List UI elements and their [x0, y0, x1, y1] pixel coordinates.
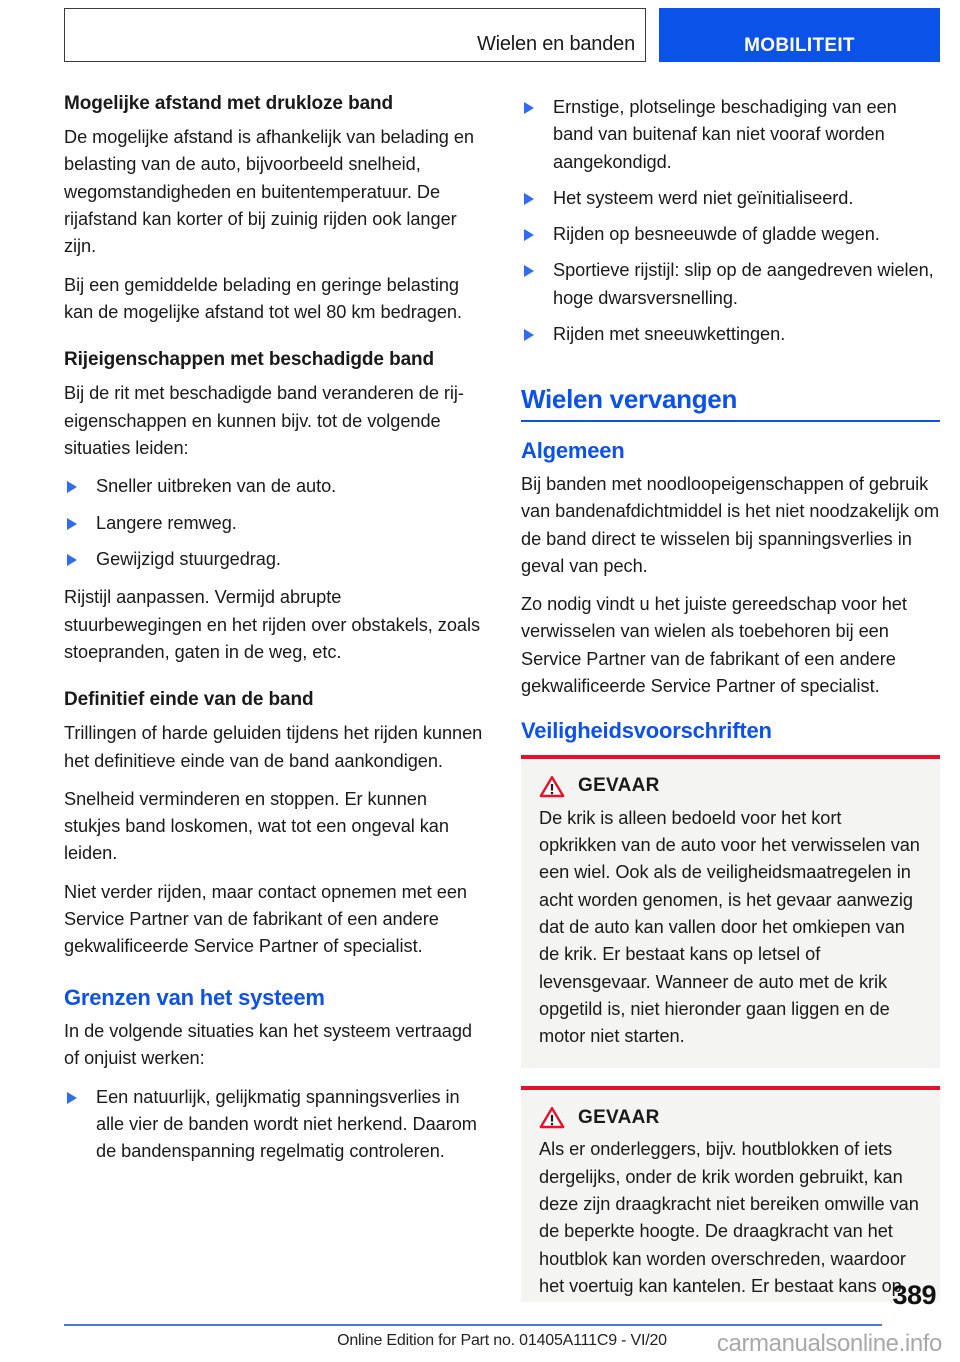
list-item-label: Een natuurlijk, gelijkmatig spanningsverlies in alle vier de banden wordt niet herkend. Daarom de bandenspanning regelmatig controleren.: [96, 1086, 477, 1162]
left-column: [64, 92, 483, 1320]
triangle-bullet-icon: [67, 554, 77, 566]
triangle-bullet-icon: [67, 1092, 77, 1104]
page-header: [64, 8, 940, 62]
triangle-bullet-icon: [524, 102, 534, 114]
list-item: [521, 321, 940, 348]
triangle-bullet-icon: [67, 518, 77, 530]
list-item-label: Rijden met sneeuwkettingen.: [553, 324, 786, 345]
list-item: [64, 1084, 483, 1166]
heading-algemeen: Algemeen: [521, 437, 625, 463]
bullet-list-rijeigenschappen: [64, 473, 483, 573]
header-section-title: Wielen en banden: [476, 33, 635, 55]
triangle-bullet-icon: [524, 329, 534, 341]
list-item-label: Langere remweg.: [96, 512, 237, 533]
paragraph: Trillingen of harde geluiden tijdens het rijden kunnen het definitieve einde van de band aankondigen.: [64, 723, 483, 771]
paragraph: Bij banden met noodloopeigenschappen of gebruik van bandenafdichtmiddel is het niet noodzakelijk om de band direct te wisselen bij spanningsverlies in geval van pech.: [521, 473, 940, 576]
paragraph: Bij de rit met beschadigde band veranderen de rij-eigenschappen en kunnen bijv. tot de volgende situaties leiden:: [64, 383, 464, 459]
paragraph: In de volgende situaties kan het systeem vertraagd of onjuist werken:: [64, 1021, 472, 1069]
paragraph: Niet verder rijden, maar contact opnemen met een Service Partner van de fabrikant of een andere gekwalificeerde Service Partner of specialist.: [64, 881, 467, 957]
header-section-tab: [64, 8, 646, 62]
watermark: carmanualsonline.info: [716, 1330, 942, 1357]
list-item-label: Sneller uitbreken van de auto.: [96, 476, 337, 497]
heading-veiligheidsvoorschriften: Veiligheidsvoorschriften: [521, 718, 772, 744]
page-footer: [64, 1276, 940, 1362]
list-item-label: Het systeem werd niet geïnitialiseerd.: [553, 187, 854, 208]
paragraph: Zo nodig vindt u het juiste gereedschap voor het verwisselen van wielen als toebehoren bij een Service Partner van de fabrikant of een andere gekwalificeerde Service Partner of specialist.: [521, 594, 907, 697]
edition-note: Online Edition for Part no. 01405A111C9 - VI/20: [337, 1332, 667, 1349]
heading-mogelijke-afstand: Mogelijke afstand met drukloze band: [64, 93, 394, 114]
warning-box-gevaar-krik: [521, 755, 940, 1069]
warning-text: De krik is alleen bedoeld voor het kort opkrikken van de auto voor het verwisselen van een wiel. Ook als de veiligheidsmaatregelen in acht worden genomen, is het gevaar aanwezig dat de auto kan vallen door het omkiepen van de krik. Er bestaat kans op letsel of levensgevaar. Wanneer de auto met de krik opgetild is, niet hieronder gaan liggen en de motor niet starten.: [539, 807, 920, 1047]
bullet-list-systeemgrenzen-vervolg: [521, 94, 940, 348]
heading-underline: [521, 420, 940, 422]
paragraph: Bij een gemiddelde belading en geringe belasting kan de mogelijke afstand tot wel 80 km bedragen.: [64, 274, 462, 322]
list-item: [64, 546, 483, 573]
list-item: [521, 94, 940, 176]
warning-label: GEVAAR: [578, 775, 660, 797]
header-spacer: [646, 8, 659, 62]
list-item: [521, 185, 940, 212]
warning-box-gevaar-onderleggers: [521, 1086, 940, 1302]
list-item-label: Ernstige, plotselinge beschadiging van een band van buitenaf kan niet vooraf worden aangekondigd.: [553, 97, 897, 172]
triangle-bullet-icon: [524, 265, 534, 277]
header-chapter-title: MOBILITEIT: [744, 35, 855, 56]
list-item-label: Gewijzigd stuurgedrag.: [96, 548, 281, 569]
heading-grenzen-van-het-systeem: Grenzen van het systeem: [64, 984, 325, 1010]
paragraph: Snelheid verminderen en stoppen. Er kunnen stukjes band loskomen, wat tot een ongeval kan leiden.: [64, 788, 449, 864]
list-item: [521, 257, 940, 312]
warning-triangle-icon: [539, 1106, 565, 1129]
bullet-list-grenzen: [64, 1084, 483, 1166]
list-item: [64, 473, 483, 500]
warning-triangle-icon: [539, 775, 565, 798]
header-chapter-tab: [659, 8, 940, 62]
list-item-label: Sportieve rijstijl: slip op de aangedreven wielen, hoge dwarsversnelling.: [553, 260, 934, 308]
right-column: [521, 92, 940, 1320]
list-item: [521, 221, 940, 248]
warning-header: [539, 775, 922, 798]
heading-rijeigenschappen: Rijeigenschappen met beschadigde band: [64, 349, 435, 371]
footer-divider: [64, 1324, 882, 1326]
warning-label: GEVAAR: [578, 1106, 660, 1128]
triangle-bullet-icon: [524, 229, 534, 241]
page-body: [64, 92, 940, 1320]
triangle-bullet-icon: [67, 481, 77, 493]
page-number: 389: [892, 1280, 936, 1310]
warning-header: [539, 1106, 922, 1129]
list-item: [64, 510, 483, 537]
paragraph: De mogelijke afstand is afhankelijk van belading en belasting van de auto, bijvoorbeeld snelheid, wegomstandigheden en buitentemperatuur. De rijafstand kan korter of bij zuinig rijden ook langer zijn.: [64, 127, 474, 257]
list-item-label: Rijden op besneeuwde of gladde wegen.: [553, 224, 880, 245]
heading-definitief-einde: Definitief einde van de band: [64, 689, 314, 711]
heading-wielen-vervangen: Wielen vervangen: [521, 384, 738, 415]
warning-text: Als er onderleggers, bijv. houtblokken of iets dergelijks, onder de krik worden gebruikt, kan deze zijn draagkracht niet bereiken omwille van de beperkte hoogte. De draagkracht van het houtblok kan worden overschreden, waardoor het voertuig kan kantelen. Er bestaat kans op: [539, 1139, 919, 1296]
paragraph: Rijstijl aanpassen. Vermijd abrupte stuurbewegingen en het rijden over obstakels, zoals stoepranden, gaten in de weg, etc.: [64, 587, 481, 662]
triangle-bullet-icon: [524, 193, 534, 205]
